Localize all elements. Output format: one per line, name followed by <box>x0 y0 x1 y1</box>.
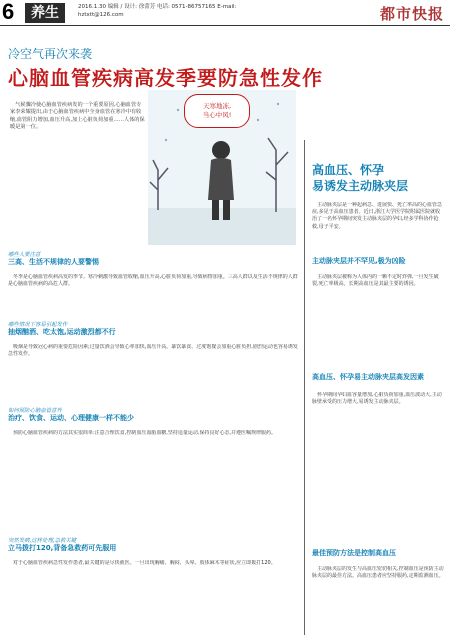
section-4-body: 对于心脑血管疾病急性发作患者,最关键的是尽快就医。一旦出现胸痛、胸闷、头晕、肢体麻木等症状,应立即拨打120。 <box>13 560 276 566</box>
article-kicker: 冷空气再次来袭 <box>8 47 93 61</box>
section-title: 三高、生活不规律的人要警惕 <box>8 258 99 267</box>
sidebar-body: 主动脉夹层的发生与高血压密切相关,控制血压是预防主动脉夹层的最佳方法。高血压患者应坚持服药,定期监测血压。 <box>312 566 444 580</box>
section-4 <box>8 538 298 552</box>
illustration <box>148 90 296 245</box>
article-lead: 气候骤冷使心脑血管疾病发的一个重要原因,心脑血管专家李荣耀提出,由于心脑血管疾病中全身血管在寒冷中有收缩,血管阻力增加,血压升高,加上心脏负荷加重……人体的保暖是第一位。 <box>10 102 145 131</box>
section-label: 养生 <box>25 3 65 23</box>
section-title: 立马拨打120,背备急救药可先服用 <box>8 544 117 553</box>
sidebar-subtitle: 高血压、怀孕易主动脉夹层高发因素 <box>312 373 424 381</box>
sidebar-lead: 主动脉夹层是一种起病急、进展快、死亡率高的心血管急症,多见于高血压患者。近日,浙江大学医学院附属医院就收治了一名怀孕期间突发主动脉夹层的孕妇,经多学科协作抢救,母子平安。 <box>312 202 443 230</box>
column-divider <box>304 140 305 635</box>
section-2-body: 吸烟是导致冠心病的重要危险因素;过量饮酒会导致心率加快,血压升高。暴饮暴食、过度饱餐会加重心脏负担,剧烈运动也容易诱发急性发作。 <box>8 344 298 358</box>
masthead <box>0 0 450 26</box>
section-kicker: 哪些人要注意 <box>8 252 41 258</box>
sidebar-body: 主动脉夹层被称为人体内的一颗不定时炸弹,一旦发生破裂,死亡率极高。长期高血压是其最主要的诱因。 <box>312 274 439 288</box>
section-kicker: 如何预防心脑血管意外 <box>8 408 62 414</box>
section-1-body: 冬季是心脑血管疾病高发的季节。寒冷刺激导致血管收缩,血压升高,心脏负荷加重,导致病情加重。三高人群以及生活不规律的人群是心脑血管疾病的高危人群。 <box>8 274 298 288</box>
editor-info: 2016.1.30 编辑 / 设计: 徐蕾芳 电话: 0571-86757165 E-mail: hztxtt@126.com <box>78 4 237 18</box>
sidebar-subtitle: 最佳预防方法是控制高血压 <box>312 549 396 557</box>
article-headline: 心脑血管疾病高发季要防急性发作 <box>8 66 323 90</box>
speech-bubble: 天寒地冻, 当心中风! <box>184 94 250 128</box>
section-3-body: 预防心脑血管疾病的方法其实很简单:注意合理饮食,控制血压血脂血糖,坚持适量运动,保持良好心态,并遵医嘱规律服药。 <box>13 430 277 436</box>
section-kicker: 哪些情况下容易引起发作 <box>8 322 68 328</box>
newspaper-logo: 都市快报 <box>379 5 444 23</box>
section-3 <box>8 408 298 422</box>
page-number: 6 <box>2 0 15 24</box>
sidebar-subtitle: 主动脉夹层并不罕见,极为凶险 <box>312 257 406 265</box>
sidebar-title: 高血压、怀孕 易诱发主动脉夹层 <box>312 163 409 193</box>
section-title: 治疗、饮食、运动、心理健康一样不能少 <box>8 414 134 423</box>
sidebar-body: 怀孕期间孕妇血容量增加,心脏负荷加重,血压波动大,主动脉壁承受的压力增大,易诱发主动脉夹层。 <box>312 392 442 406</box>
section-kicker: 突然发病,这样处理,急救关键 <box>8 538 77 544</box>
section-2 <box>8 322 298 336</box>
section-1 <box>8 252 298 266</box>
section-title: 抽烟酗酒、吃太饱,运动激烈都不行 <box>8 328 116 337</box>
